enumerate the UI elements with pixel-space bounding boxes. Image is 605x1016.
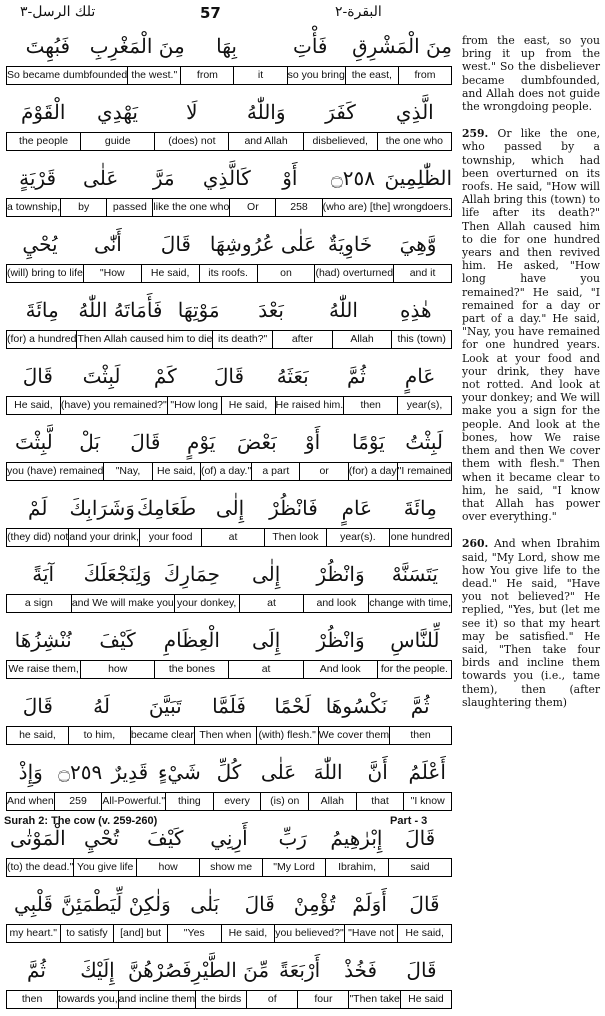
arabic-word: إِلٰى bbox=[215, 496, 245, 520]
footer-surah: Surah 2: The cow (v. 259-260) bbox=[4, 815, 158, 827]
arabic-word: أَعْلَمُ bbox=[408, 760, 446, 784]
arabic-word: مَوْتِهَا bbox=[177, 298, 220, 322]
english-gloss-word: four bbox=[297, 991, 348, 1008]
english-gloss-word: from bbox=[398, 67, 451, 84]
english-gloss-word: the west." bbox=[127, 67, 180, 84]
arabic-word: لَمْ bbox=[28, 496, 48, 520]
english-gloss-word: you (have) remained bbox=[7, 465, 104, 477]
english-gloss-word: Then look bbox=[264, 529, 326, 546]
english-gloss-line bbox=[6, 462, 452, 481]
arabic-word: وَانْظُرْ bbox=[316, 562, 365, 586]
english-gloss-word: Allah bbox=[308, 793, 356, 810]
english-gloss-word: "How bbox=[83, 265, 141, 282]
english-gloss-word: (have) you remained?" bbox=[60, 397, 167, 414]
english-gloss-word: (to) the dead." bbox=[7, 861, 74, 873]
arabic-word: فَانْظُرْ bbox=[269, 496, 318, 520]
arabic-line bbox=[6, 26, 452, 66]
english-gloss-line bbox=[6, 528, 452, 547]
english-gloss-word: or bbox=[299, 463, 347, 480]
arabic-word: عَامٍ bbox=[404, 364, 436, 388]
juz-name: تلك الرسل-٣ bbox=[20, 4, 96, 20]
english-gloss-word: He said, bbox=[221, 397, 275, 414]
english-gloss-word: your food bbox=[139, 529, 201, 546]
arabic-word: قَالَ bbox=[160, 232, 191, 256]
verse-line bbox=[6, 224, 452, 290]
arabic-word: الَّذِي bbox=[395, 100, 434, 124]
arabic-word: قَالَ bbox=[406, 958, 437, 982]
english-gloss-word: at bbox=[239, 595, 304, 612]
verse-line bbox=[6, 554, 452, 620]
arabic-word: أَوَلَمْ bbox=[352, 892, 387, 916]
english-gloss-word: then bbox=[343, 397, 397, 414]
arabic-word: وَلِنَجْعَلَكَ bbox=[83, 562, 152, 586]
english-gloss-word: and We will make you bbox=[71, 595, 174, 612]
english-gloss-word: then bbox=[21, 993, 43, 1005]
arabic-word: تُحْيِ bbox=[83, 826, 120, 850]
arabic-word: قَالَ bbox=[213, 364, 245, 388]
english-gloss-word: year(s). bbox=[326, 529, 388, 546]
arabic-word: قَالَ bbox=[405, 826, 436, 850]
arabic-word: قَالَ bbox=[130, 430, 161, 454]
english-gloss-word: Then when bbox=[194, 727, 256, 744]
english-gloss-word: "Nay, bbox=[103, 463, 151, 480]
arabic-word: بَعَثَهُ bbox=[276, 364, 309, 388]
arabic-word: لَبِثْتَ bbox=[82, 364, 121, 388]
arabic-word: لِّيَطْمَئِنَّ bbox=[60, 892, 123, 916]
english-gloss-word: the one who bbox=[377, 133, 451, 150]
english-gloss-line bbox=[6, 924, 452, 943]
footer-part: Part - 3 bbox=[390, 815, 428, 827]
english-gloss-word: He said bbox=[400, 991, 451, 1008]
arabic-word: لَا bbox=[186, 100, 198, 124]
english-gloss-word: and it bbox=[393, 265, 451, 282]
verse-line bbox=[6, 290, 452, 356]
arabic-word: أَوْ bbox=[282, 166, 298, 190]
arabic-word: مِائَةَ bbox=[25, 298, 59, 322]
english-gloss-word: the birds bbox=[195, 991, 246, 1008]
verse-line bbox=[6, 488, 452, 554]
english-gloss-word: for the people. bbox=[377, 661, 451, 678]
arabic-word: حِمَارِكَ bbox=[163, 562, 220, 586]
english-gloss-word: at bbox=[228, 661, 302, 678]
arabic-word: الْمَوْتٰى bbox=[9, 826, 66, 850]
arabic-word: قَالَ bbox=[409, 892, 440, 916]
arabic-word: وَإِذْ bbox=[18, 760, 43, 784]
verse-line bbox=[6, 422, 452, 488]
arabic-word: يَهْدِي bbox=[97, 100, 138, 124]
english-gloss-word: by bbox=[60, 199, 106, 216]
arabic-word: نُنْشِزُهَا bbox=[14, 628, 72, 652]
arabic-word: يَوْمًا bbox=[352, 430, 385, 454]
english-gloss-word: He said, bbox=[141, 265, 199, 282]
arabic-line bbox=[6, 620, 452, 660]
arabic-word: يَوْمٍ bbox=[186, 430, 216, 454]
english-gloss-word: [and] but bbox=[113, 925, 167, 942]
english-gloss-word: (for) a hundred bbox=[7, 333, 77, 345]
arabic-word: وَلٰكِنْ bbox=[128, 892, 171, 916]
english-gloss-line bbox=[6, 198, 452, 217]
arabic-word: ثُمَّ bbox=[346, 364, 366, 388]
english-gloss-word: a township, bbox=[7, 201, 61, 213]
verse-number: 259. bbox=[462, 127, 489, 141]
english-gloss-word: "Yes bbox=[167, 925, 221, 942]
arabic-line bbox=[6, 950, 452, 990]
arabic-word: قَالَ bbox=[22, 364, 53, 388]
english-gloss-word: a part bbox=[251, 463, 299, 480]
arabic-word: شَيْءٍ bbox=[157, 760, 201, 784]
arabic-word: هٰذِهِ bbox=[400, 298, 432, 322]
arabic-line bbox=[6, 356, 452, 396]
english-gloss-line bbox=[6, 330, 452, 349]
verse-line bbox=[6, 752, 452, 818]
arabic-word: كَيْفَ bbox=[147, 826, 184, 850]
english-gloss-word: at bbox=[201, 529, 263, 546]
english-gloss-word: he said, bbox=[19, 729, 56, 741]
english-gloss-line bbox=[6, 792, 452, 811]
verse-line bbox=[6, 356, 452, 422]
arabic-word: اللّٰهُ bbox=[328, 298, 358, 322]
arabic-word: إِلٰى bbox=[252, 562, 281, 586]
arabic-word: الظّٰلِمِينَ bbox=[384, 166, 452, 190]
arabic-word: تُؤْمِنْ bbox=[293, 892, 336, 916]
english-gloss-word: its death?" bbox=[212, 331, 272, 348]
arabic-line bbox=[6, 554, 452, 594]
verse-line bbox=[6, 92, 452, 158]
english-gloss-word: And look bbox=[303, 661, 377, 678]
commentary-intro: from the east, so you bring it up from the west." So the disbeliever became dumbfounded, and Allah does not guide the wrongdoing people. bbox=[462, 34, 600, 114]
arabic-word: كَالَّذِي bbox=[202, 166, 251, 190]
english-gloss-word: He said, bbox=[397, 925, 451, 942]
english-gloss-word: you believed?" bbox=[274, 925, 344, 942]
arabic-word: عَلٰى bbox=[83, 166, 119, 190]
arabic-word: أَوْ bbox=[305, 430, 321, 454]
english-gloss-word: so you bring bbox=[287, 67, 345, 84]
arabic-word: الْعِظَامِ bbox=[163, 628, 220, 652]
arabic-word: لِّلنَّاسِ bbox=[390, 628, 440, 652]
arabic-word: ۝٢٥٩ bbox=[58, 760, 103, 784]
arabic-word: إِلَى bbox=[252, 628, 281, 652]
arabic-word: يَتَسَنَّهْ bbox=[391, 562, 438, 586]
arabic-line bbox=[6, 686, 452, 726]
english-gloss-word: then bbox=[389, 727, 451, 744]
english-gloss-word: You give life bbox=[73, 859, 136, 876]
arabic-word: قَرْيَةٍ bbox=[19, 166, 57, 190]
arabic-word: بَلْ bbox=[79, 430, 100, 454]
arabic-word: أَنّٰى bbox=[94, 232, 122, 256]
english-gloss-word: We raise them, bbox=[8, 663, 79, 675]
english-gloss-word: (had) overturned bbox=[314, 265, 393, 282]
arabic-word: عَامٍ bbox=[341, 496, 373, 520]
english-gloss-word: became clear bbox=[130, 727, 194, 744]
arabic-word: إِلَيْكَ bbox=[80, 958, 115, 982]
word-by-word-grid bbox=[6, 26, 452, 1016]
arabic-word: بِهَا bbox=[216, 34, 237, 58]
arabic-line bbox=[6, 290, 452, 330]
english-gloss-word: Then Allah caused him to die bbox=[76, 331, 212, 348]
english-gloss-word: thing bbox=[165, 793, 213, 810]
english-gloss-word: guide bbox=[80, 133, 154, 150]
english-gloss-word: (with) flesh." bbox=[256, 727, 318, 744]
english-gloss-word: every bbox=[213, 793, 261, 810]
english-gloss-line bbox=[6, 264, 452, 283]
english-gloss-word: We cover them bbox=[318, 727, 389, 744]
english-gloss-word: passed bbox=[106, 199, 152, 216]
english-gloss-word: He said, bbox=[152, 463, 200, 480]
english-gloss-line bbox=[6, 990, 452, 1009]
arabic-word: فَصُرْهُنَّ bbox=[127, 958, 192, 982]
verse-line bbox=[6, 884, 452, 950]
arabic-word: بَعْدَ bbox=[258, 298, 284, 322]
arabic-word: ۝٢٥٨ bbox=[330, 166, 375, 190]
english-gloss-word: to him, bbox=[68, 727, 130, 744]
english-gloss-line bbox=[6, 132, 452, 151]
english-gloss-word: and look bbox=[303, 595, 368, 612]
english-gloss-word: of bbox=[246, 991, 297, 1008]
english-gloss-word: from bbox=[180, 67, 233, 84]
english-gloss-word: it bbox=[233, 67, 286, 84]
verse-number: 260. bbox=[462, 537, 489, 551]
english-gloss-word: "How long bbox=[167, 397, 221, 414]
english-gloss-word: the bones bbox=[154, 661, 228, 678]
arabic-word: وَشَرَابِكَ bbox=[69, 496, 135, 520]
surah-name: البقرة-٢ bbox=[335, 4, 382, 20]
arabic-word: يُحْيِ bbox=[22, 232, 58, 256]
arabic-word: بَعْضَ bbox=[237, 430, 277, 454]
english-gloss-word: change with time, bbox=[368, 595, 451, 612]
arabic-word: لَهُ bbox=[93, 694, 110, 718]
english-gloss-word: He said, bbox=[14, 399, 53, 411]
verse-line bbox=[6, 686, 452, 752]
arabic-line bbox=[6, 422, 452, 462]
english-gloss-word: "My Lord bbox=[262, 859, 325, 876]
english-gloss-word: (will) bring to life bbox=[6, 267, 83, 279]
commentary-verse-260 bbox=[462, 537, 600, 709]
english-gloss-word: on bbox=[257, 265, 315, 282]
english-gloss-word: (who are) [the] wrongdoers. bbox=[322, 199, 451, 216]
arabic-word: آيَةً bbox=[32, 562, 55, 586]
english-gloss-word: "I know bbox=[403, 793, 451, 810]
arabic-word: فَلَمَّا bbox=[212, 694, 246, 718]
arabic-word: كَمْ bbox=[153, 364, 177, 388]
arabic-word: تَبَيَّنَ bbox=[148, 694, 182, 718]
arabic-word: عَلٰى عُرُوشِهَا bbox=[209, 232, 317, 256]
arabic-word: كُلِّ bbox=[216, 760, 242, 784]
english-gloss-word: and incline them bbox=[118, 991, 195, 1008]
verse-line bbox=[6, 158, 452, 224]
arabic-word: طَعَامِكَ bbox=[136, 496, 197, 520]
english-gloss-word: that bbox=[356, 793, 404, 810]
arabic-word: أَرْبَعَةً bbox=[279, 958, 321, 982]
english-gloss-word: a sign bbox=[24, 597, 53, 609]
arabic-word: مِائَةَ bbox=[403, 496, 437, 520]
arabic-word: لَحْمًا bbox=[274, 694, 312, 718]
verse-line bbox=[6, 26, 452, 92]
arabic-word: مِنَ الْمَشْرِقِ bbox=[352, 34, 452, 58]
english-gloss-word: the people bbox=[19, 135, 69, 147]
english-gloss-word: after bbox=[272, 331, 332, 348]
arabic-word: خَاوِيَةٌ bbox=[327, 232, 373, 256]
english-gloss-word: 259 bbox=[54, 793, 102, 810]
arabic-word: قَالَ bbox=[244, 892, 275, 916]
arabic-word: بَلٰى bbox=[190, 892, 220, 916]
english-gloss-line bbox=[6, 726, 452, 745]
arabic-word: قَدِيرٌ bbox=[111, 760, 149, 784]
english-gloss-word: (for) a day bbox=[348, 463, 397, 480]
english-gloss-word: (they did) not bbox=[7, 531, 69, 543]
english-gloss-word: to satisfy bbox=[60, 925, 114, 942]
page-number: 57 bbox=[200, 4, 221, 22]
english-gloss-word: like the one who bbox=[152, 199, 229, 216]
page-footer bbox=[0, 812, 605, 832]
arabic-word: فَأْتِ bbox=[293, 34, 328, 58]
arabic-word: أَنَّ bbox=[367, 760, 388, 784]
arabic-word: وَانْظُرْ bbox=[316, 628, 365, 652]
translation-commentary bbox=[462, 34, 600, 723]
verse-line bbox=[6, 950, 452, 1016]
english-gloss-word: Allah bbox=[332, 331, 392, 348]
english-gloss-word: show me bbox=[199, 859, 262, 876]
english-gloss-word: He raised him. bbox=[275, 397, 344, 414]
english-gloss-word: All-Powerful." bbox=[101, 793, 165, 810]
arabic-word: عَلٰى bbox=[260, 760, 297, 784]
arabic-word: قَالَ bbox=[22, 694, 53, 718]
english-gloss-word: Or bbox=[229, 199, 275, 216]
english-gloss-word: its roofs. bbox=[199, 265, 257, 282]
arabic-word: فَخُذْ bbox=[344, 958, 378, 982]
english-gloss-line bbox=[6, 660, 452, 679]
arabic-word: رَبِّ bbox=[278, 826, 307, 850]
english-gloss-line bbox=[6, 594, 452, 613]
english-gloss-line bbox=[6, 858, 452, 877]
arabic-word: فَبُهِتَ bbox=[25, 34, 71, 58]
arabic-word: وَّهِيَ bbox=[399, 232, 437, 256]
arabic-word: مِنَ الْمَغْرِبِ bbox=[89, 34, 185, 58]
english-gloss-word: Ibrahim, bbox=[325, 859, 388, 876]
arabic-word: مَرَّ bbox=[152, 166, 175, 190]
english-gloss-word: So became dumbfounded bbox=[6, 69, 128, 81]
arabic-word: قَلْبِي bbox=[14, 892, 53, 916]
english-gloss-word: how bbox=[136, 859, 199, 876]
arabic-word: اللّٰهَ bbox=[313, 760, 343, 784]
arabic-word: وَاللّٰهُ bbox=[246, 100, 286, 124]
arabic-word: كَفَرَ bbox=[325, 100, 356, 124]
english-gloss-word: said bbox=[388, 859, 451, 876]
verse-text: And when Ibrahim said, "My Lord, show me how You give life to the dead." He said, "Have you not believed?" He replied, "Yes, but (let me see it) so that my heart may be satisfied." He said, "Then take four birds and incline them towards you (i.e., tame them), then (after slaughtering them) bbox=[462, 537, 600, 709]
english-gloss-word: and Allah bbox=[228, 133, 302, 150]
arabic-word: لَبِثْتُ bbox=[405, 430, 444, 454]
page-header bbox=[0, 0, 440, 26]
arabic-line bbox=[6, 488, 452, 528]
arabic-word: الْقَوْمَ bbox=[20, 100, 66, 124]
english-gloss-word: (is) on bbox=[260, 793, 308, 810]
english-gloss-word: how bbox=[80, 661, 154, 678]
english-gloss-word: my heart." bbox=[9, 927, 58, 939]
english-gloss-word: the east, bbox=[345, 67, 398, 84]
arabic-line bbox=[6, 884, 452, 924]
english-gloss-line bbox=[6, 396, 452, 415]
english-gloss-word: He said, bbox=[221, 925, 275, 942]
english-gloss-word: and your drink, bbox=[68, 529, 138, 546]
arabic-word: فَأَمَاتَهُ اللّٰهُ bbox=[78, 298, 163, 322]
arabic-word: نَكْسُوهَا bbox=[325, 694, 388, 718]
verse-text: Or like the one, who passed by a township, which had been overturned on its roofs. He said, "How will Allah bring this (town) to life after its death?" Then Allah caused him to die for one hundred years and then revived him. He asked, "How long have you remained?" He said, "I remained for a day or part of a day." He said, "Nay, you have remained for one hundred years. Look at your food and your drink, they have not rotted. And look at your donkey; and We will make you a sign for the people. And look at the bones, how We raise them and then We cover them with flesh." Then when it became clear to him, he said, "I know that Allah has power over everything." bbox=[462, 127, 601, 524]
english-gloss-word: towards you, bbox=[57, 991, 118, 1008]
english-gloss-word: disbelieved, bbox=[303, 133, 377, 150]
arabic-word: مِّنَ الطَّيْرِ bbox=[191, 958, 270, 982]
english-gloss-word: "Have not bbox=[344, 925, 398, 942]
english-gloss-word: 258 bbox=[275, 199, 321, 216]
english-gloss-word: "Then take bbox=[348, 991, 399, 1008]
english-gloss-word: (does) not bbox=[154, 133, 228, 150]
arabic-word: أَرِنِي bbox=[210, 826, 248, 850]
arabic-word: ثُمَّ bbox=[410, 694, 430, 718]
english-gloss-word: (of) a day." bbox=[200, 463, 251, 480]
english-gloss-word: year(s), bbox=[397, 397, 451, 414]
english-gloss-line bbox=[6, 66, 452, 85]
arabic-line bbox=[6, 224, 452, 264]
verse-line bbox=[6, 620, 452, 686]
arabic-word: ثُمَّ bbox=[27, 958, 46, 982]
english-gloss-word: this (town) bbox=[391, 331, 451, 348]
arabic-word: لَّبِثْتَ bbox=[14, 430, 53, 454]
english-gloss-word: "I remained bbox=[397, 463, 451, 480]
english-gloss-word: And when bbox=[7, 795, 54, 807]
english-gloss-word: your donkey, bbox=[174, 595, 239, 612]
arabic-line bbox=[6, 158, 452, 198]
arabic-word: إِبْرٰهِيمُ bbox=[330, 826, 383, 850]
arabic-line bbox=[6, 752, 452, 792]
arabic-line bbox=[6, 92, 452, 132]
english-gloss-word: one hundred bbox=[389, 529, 451, 546]
commentary-verse-259 bbox=[462, 127, 600, 523]
arabic-word: كَيْفَ bbox=[99, 628, 136, 652]
